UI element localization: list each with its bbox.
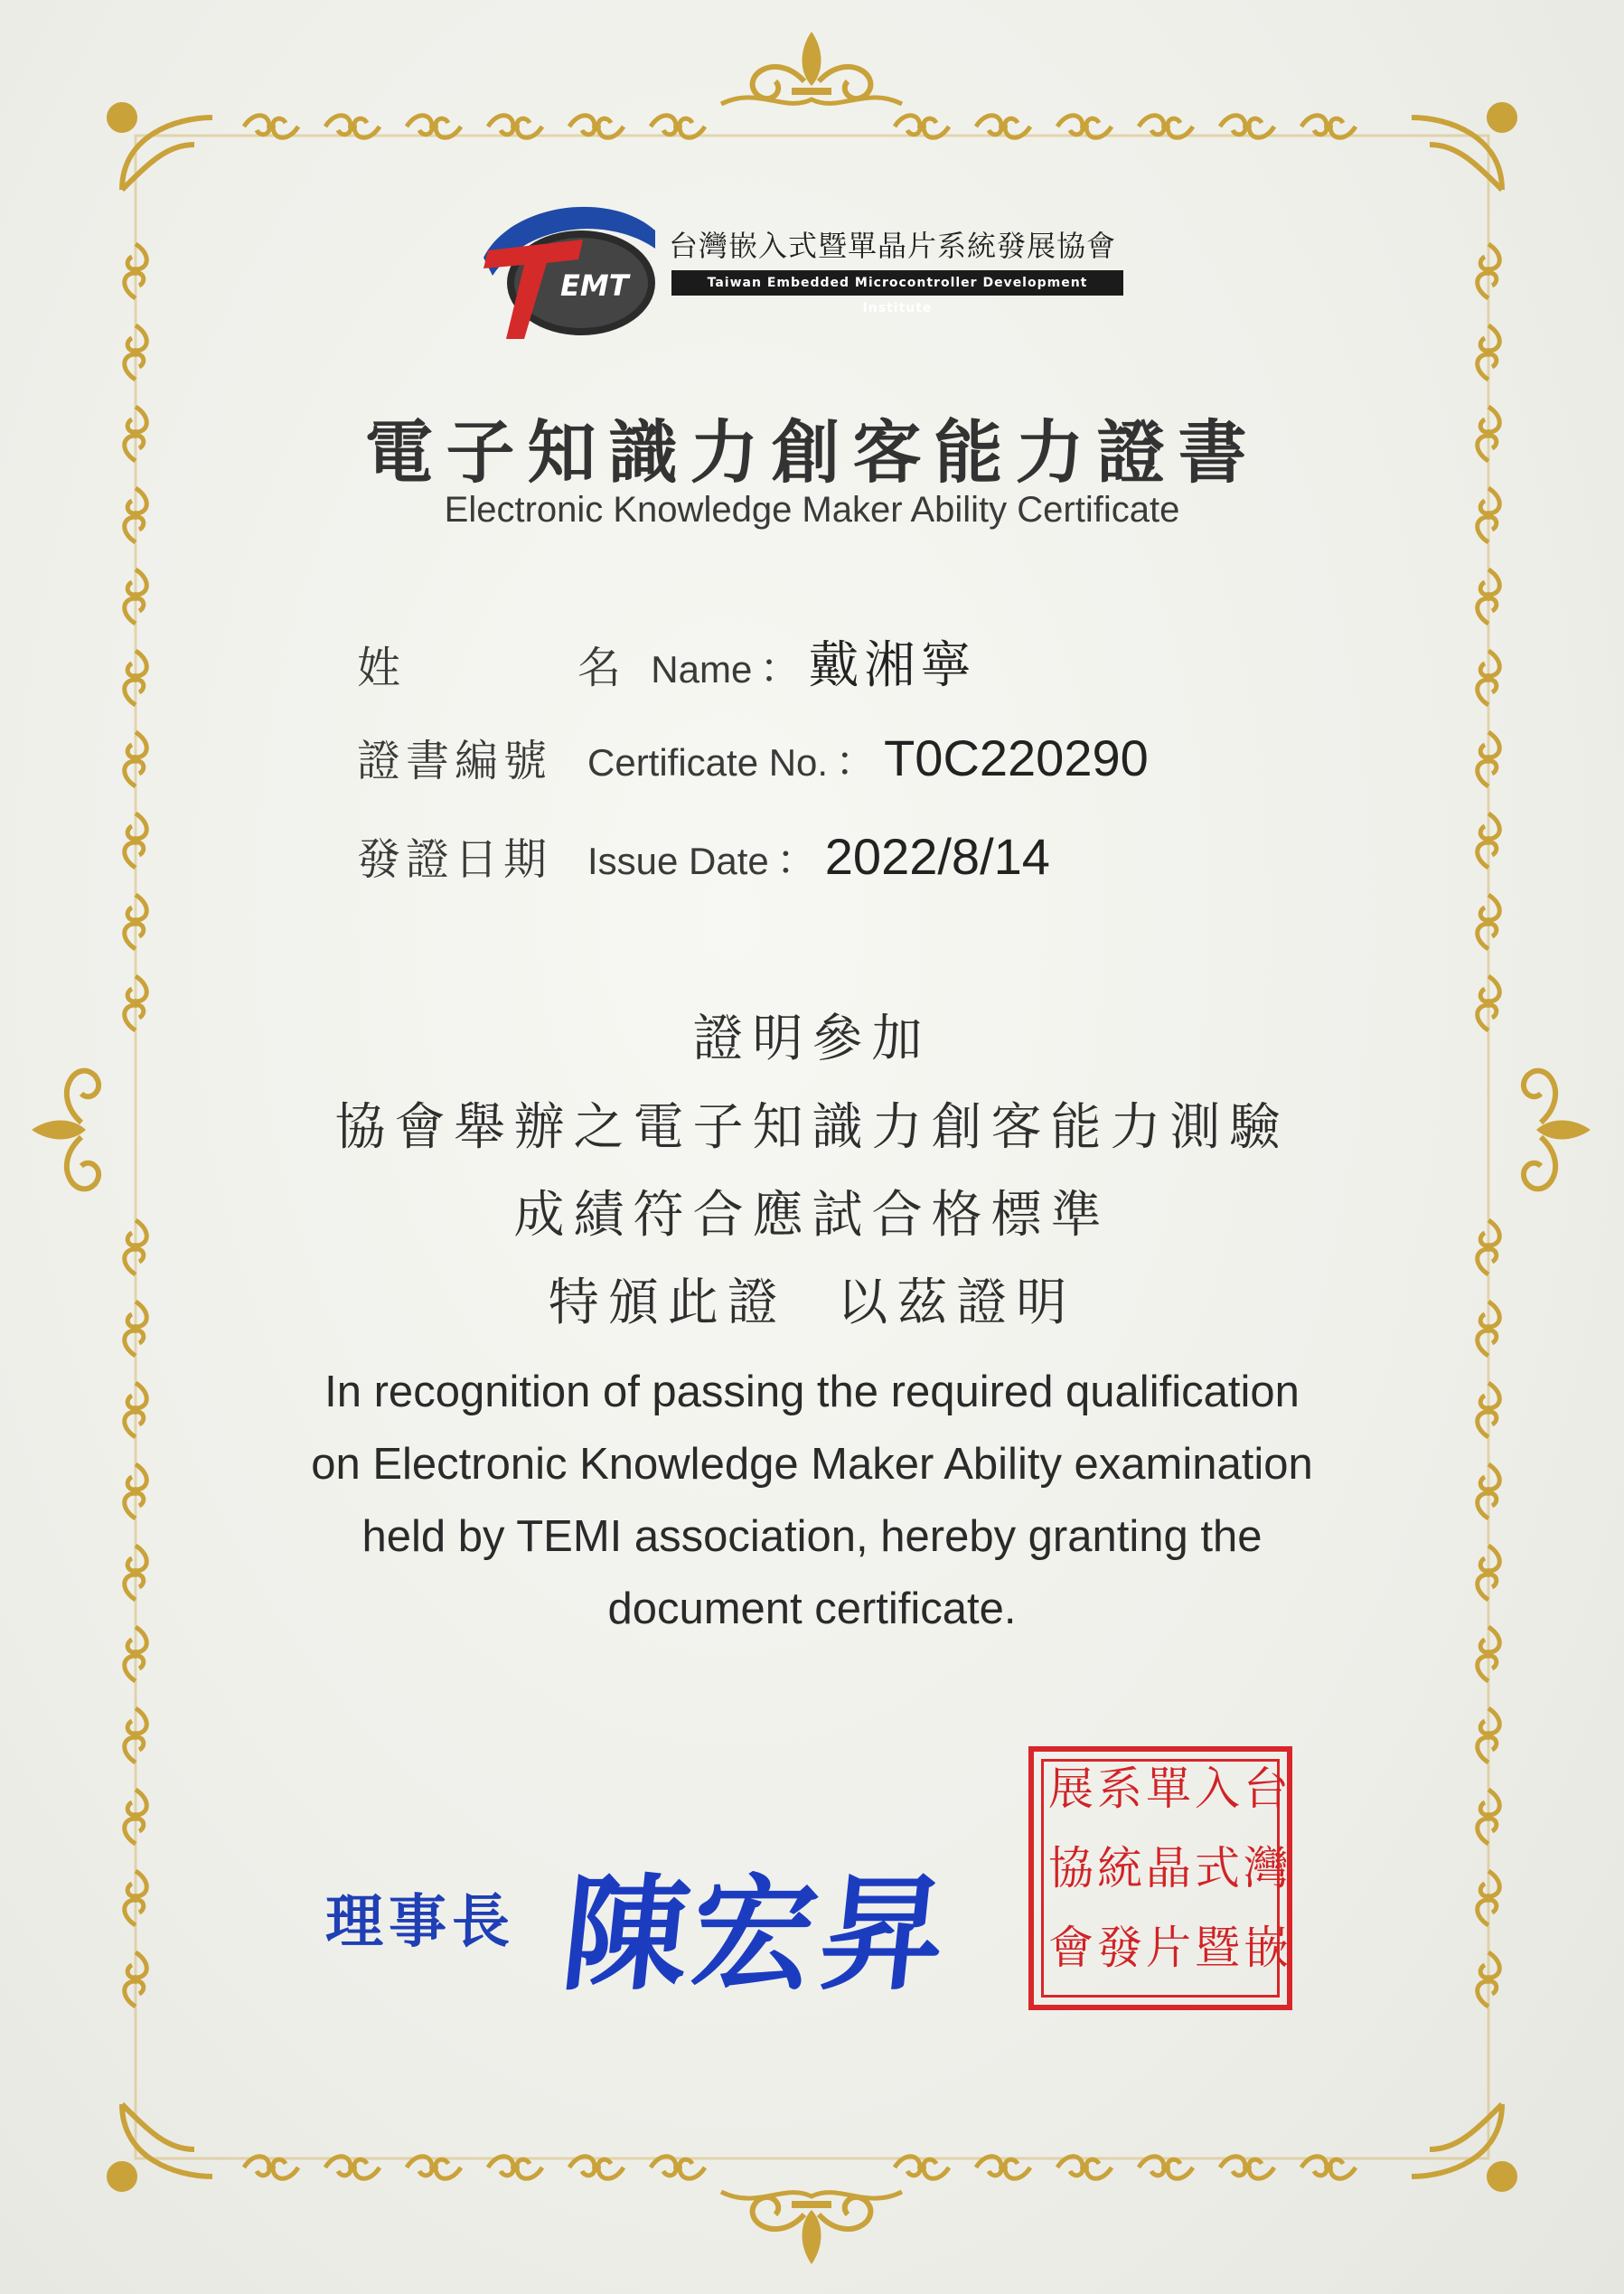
field-name	[357, 625, 976, 698]
name-label-en: Name	[651, 648, 753, 691]
seal-character: 晶	[1146, 1842, 1191, 1894]
seal-character: 統	[1097, 1842, 1142, 1894]
association-seal	[1028, 1746, 1292, 2010]
body-cn-line-1: 證明參加	[692, 1010, 932, 1068]
seal-character: 會	[1048, 1922, 1094, 1974]
body-en-line-4: document certificate.	[607, 1584, 1017, 1633]
cert-no-label-cn: 證書編號	[357, 736, 553, 786]
issue-date-value: 2022/8/14	[824, 828, 1050, 885]
corner-ornament-bl	[109, 2104, 212, 2189]
name-value: 戴湘寧	[808, 636, 977, 695]
field-certificate-no	[357, 726, 1149, 788]
seal-character: 單	[1146, 1763, 1191, 1815]
temi-logo-block	[474, 194, 1157, 343]
seal-character: 片	[1146, 1922, 1191, 1974]
body-cn-line-3: 成績符合應試合格標準	[513, 1186, 1111, 1245]
body-en-line-2: on Electronic Knowledge Maker Ability examination	[311, 1440, 1313, 1489]
certificate-title-cn: 電子知識力創客能力證書	[364, 412, 1260, 493]
cert-no-label-en: Certificate No.	[587, 741, 829, 784]
body-cn-line-4: 特頒此證 以茲證明	[548, 1274, 1076, 1332]
seal-character: 台	[1244, 1763, 1289, 1815]
top-fleur-de-lis	[721, 32, 902, 104]
seal-character: 暨	[1195, 1922, 1240, 1974]
bottom-fleur-de-lis	[721, 2192, 902, 2264]
temi-logo-icon	[474, 194, 660, 343]
seal-character: 灣	[1244, 1842, 1289, 1894]
seal-character: 協	[1048, 1842, 1094, 1894]
name-colon: ：	[759, 644, 802, 692]
seal-character: 發	[1097, 1922, 1142, 1974]
seal-character: 展	[1048, 1763, 1094, 1815]
body-en-line-1: In recognition of passing the required qualification	[324, 1368, 1300, 1416]
body-en-line-3: held by TEMI association, hereby granting the	[361, 1512, 1263, 1561]
name-label-cn-2: 名	[577, 643, 622, 693]
body-cn-line-2: 協會舉辦之電子知識力創客能力測驗	[334, 1098, 1290, 1157]
svg-text:EMT: EMT	[560, 268, 629, 303]
seal-character: 嵌	[1244, 1922, 1289, 1974]
cert-no-colon: ：	[835, 737, 878, 785]
corner-ornament-tr	[1412, 105, 1515, 190]
certificate-title-en: Electronic Knowledge Maker Ability Certificate	[444, 490, 1180, 530]
seal-character: 系	[1097, 1763, 1142, 1815]
name-label-cn-1: 姓	[357, 643, 407, 693]
seal-character: 入	[1195, 1763, 1240, 1815]
field-issue-date	[357, 824, 1050, 887]
corner-ornament-br	[1412, 2104, 1515, 2189]
issue-date-label-en: Issue Date	[587, 840, 769, 882]
org-name-cn: 台灣嵌入式暨單晶片系統發展協會	[669, 229, 1117, 263]
chairman-signature: 陳宏昇	[556, 1860, 957, 2007]
corner-ornament-tl	[109, 105, 212, 190]
seal-character: 式	[1195, 1842, 1240, 1894]
cert-no-value: T0C220290	[884, 729, 1149, 786]
issue-date-colon: ：	[775, 835, 818, 884]
issue-date-label-cn: 發證日期	[357, 834, 553, 885]
chairman-title: 理事長	[325, 1888, 515, 1956]
org-name-en: Taiwan Embedded Microcontroller Development Institute	[671, 270, 1123, 296]
